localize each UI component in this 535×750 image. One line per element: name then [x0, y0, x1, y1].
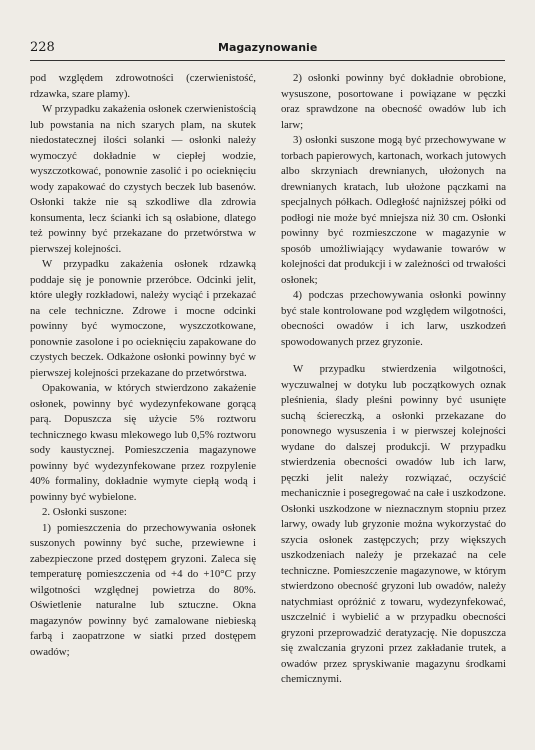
paragraph: W przypadku stwierdzenia wilgotności, wyczuwalnej w dotyku lub początkowych oznak pleśnienia, ślady pleśni powinny być usunięte suchą ściereczką, a osłonki przekazane do ponownego wysuszenia i w pierwszej kolejności wydane do dalszej produkcji. W przypadku stwierdzenia obecności owadów lub ich larw, pęczki jelit należy rozwiązać, oczyścić mechanicznie i posegregować na całe i uszkodzone. Osłonki uszkodzone w nieznacznym stopniu przez larwy, owady lub gryzonie można wykorzystać do szycia osłonek zastępczych; przy większych uszkodzeniach należy je przekazać na cele techniczne. Pomieszczenie magazynowe, w którym stwierdzono obecność gryzoni lub owadów, należy natychmiast opróżnić z towaru, wydezynfekować, uszczelnić i wybielić a w przypadku obecności gryzoni przeprowadzić deratyzację. Nie dopuszcza się zwalczania gryzoni przez zakładanie trutek, a owadów przez spryskiwanie magazynu środkami chemicznymi.: [281, 363, 506, 685]
paragraph: 4) podczas przechowywania osłonki powinny być stale kontrolowane pod względem wilgotności, obecności owadów i ich larw, uszkodzeń spowodowanych przez gryzonie.: [281, 289, 506, 348]
paragraph: W przypadku zakażenia osłonek czerwienistością lub powstania na nich szarych plam, na skutek niedostatecznej ilości solanki — osłonki należy wymoczyć dokładnie w ciepłej wodzie, wyszczotkować, ponownie zasolić i po ocieknięciu wody zapakować do czystych beczek lub basenów. Osłonki także nie są szkodliwe dla zdrowia konsumenta, lecz ścianki ich są osłabione, dlatego też powinny być przekazane do przetwórstwa w pierwszej kolejności.: [30, 103, 256, 255]
left-column: [30, 71, 256, 660]
section-heading: 2. Osłonki suszone:: [42, 506, 127, 518]
paragraph: W przypadku zakażenia osłonek rdzawką poddaje się je ponownie przeróbce. Odcinki jelit, które uległy rozkładowi, należy wyciąć i przekazać na cele techniczne. Zdrowe i mocne odcinki powinny być wymoczone, wyszczotkowane, ponownie zasolone i po ocieknięciu zapakowane do czystych beczek. Odkażone osłonki powinny być w pierwszej kolejności przekazane do przetwórstwa.: [30, 258, 256, 379]
page-number: 228: [30, 40, 55, 55]
paragraph: 1) pomieszczenia do przechowywania osłonek suszonych powinny być suche, przewiewne i zabezpieczone przed dostępem gryzoni. Zaleca się temperaturę pomieszczenia od +4 do +10°C przy wilgotności względnej powietrza do 80%. Oświetlenie naturalne lub sztuczne. Okna magazynów powinny być zamalowane niebieską farbą i zaopatrzone w siatki przed dostępem owadów;: [30, 521, 256, 658]
paragraph: 2) osłonki powinny być dokładnie obrobione, wysuszone, posortowane i powiązane w pęczki oraz sprawdzone na obecność owadów lub ich larw;: [281, 72, 506, 131]
paragraph: pod względem zdrowotności (czerwienistość, rdzawka, szare plamy).: [30, 72, 256, 100]
right-column: [281, 71, 506, 688]
page-header: [30, 38, 505, 61]
paragraph: Opakowania, w których stwierdzono zakażenie osłonek, powinny być wydezynfekowane gorącą parą. Dopuszcza się użycie 5% roztworu technicznego kwasu mlekowego lub 0,5% roztworu sody kaustycznej. Pomieszczenia magazynowe powinny być wydezynfekowane przez rozpylenie 40% formaliny, dokładnie wymyte ciepłą wodą i powinny być wybielone.: [30, 382, 256, 503]
paragraph: 3) osłonki suszone mogą być przechowywane w torbach papierowych, kartonach, workach jutowych albo skrzyniach drewnianych, ułożonych na drewnianych kratach, lub ułożone pączkami na specjalnych półkach. Odległość najniższej półki od podłogi nie może być mniejsza niż 30 cm. Osłonki powinny być rozmieszczone w magazynie w sposób umożliwiający wydawanie towarów w kolejności dat produkcji i w zależności od trwałości osłonek;: [281, 134, 506, 286]
running-title: Magazynowanie: [218, 41, 318, 54]
